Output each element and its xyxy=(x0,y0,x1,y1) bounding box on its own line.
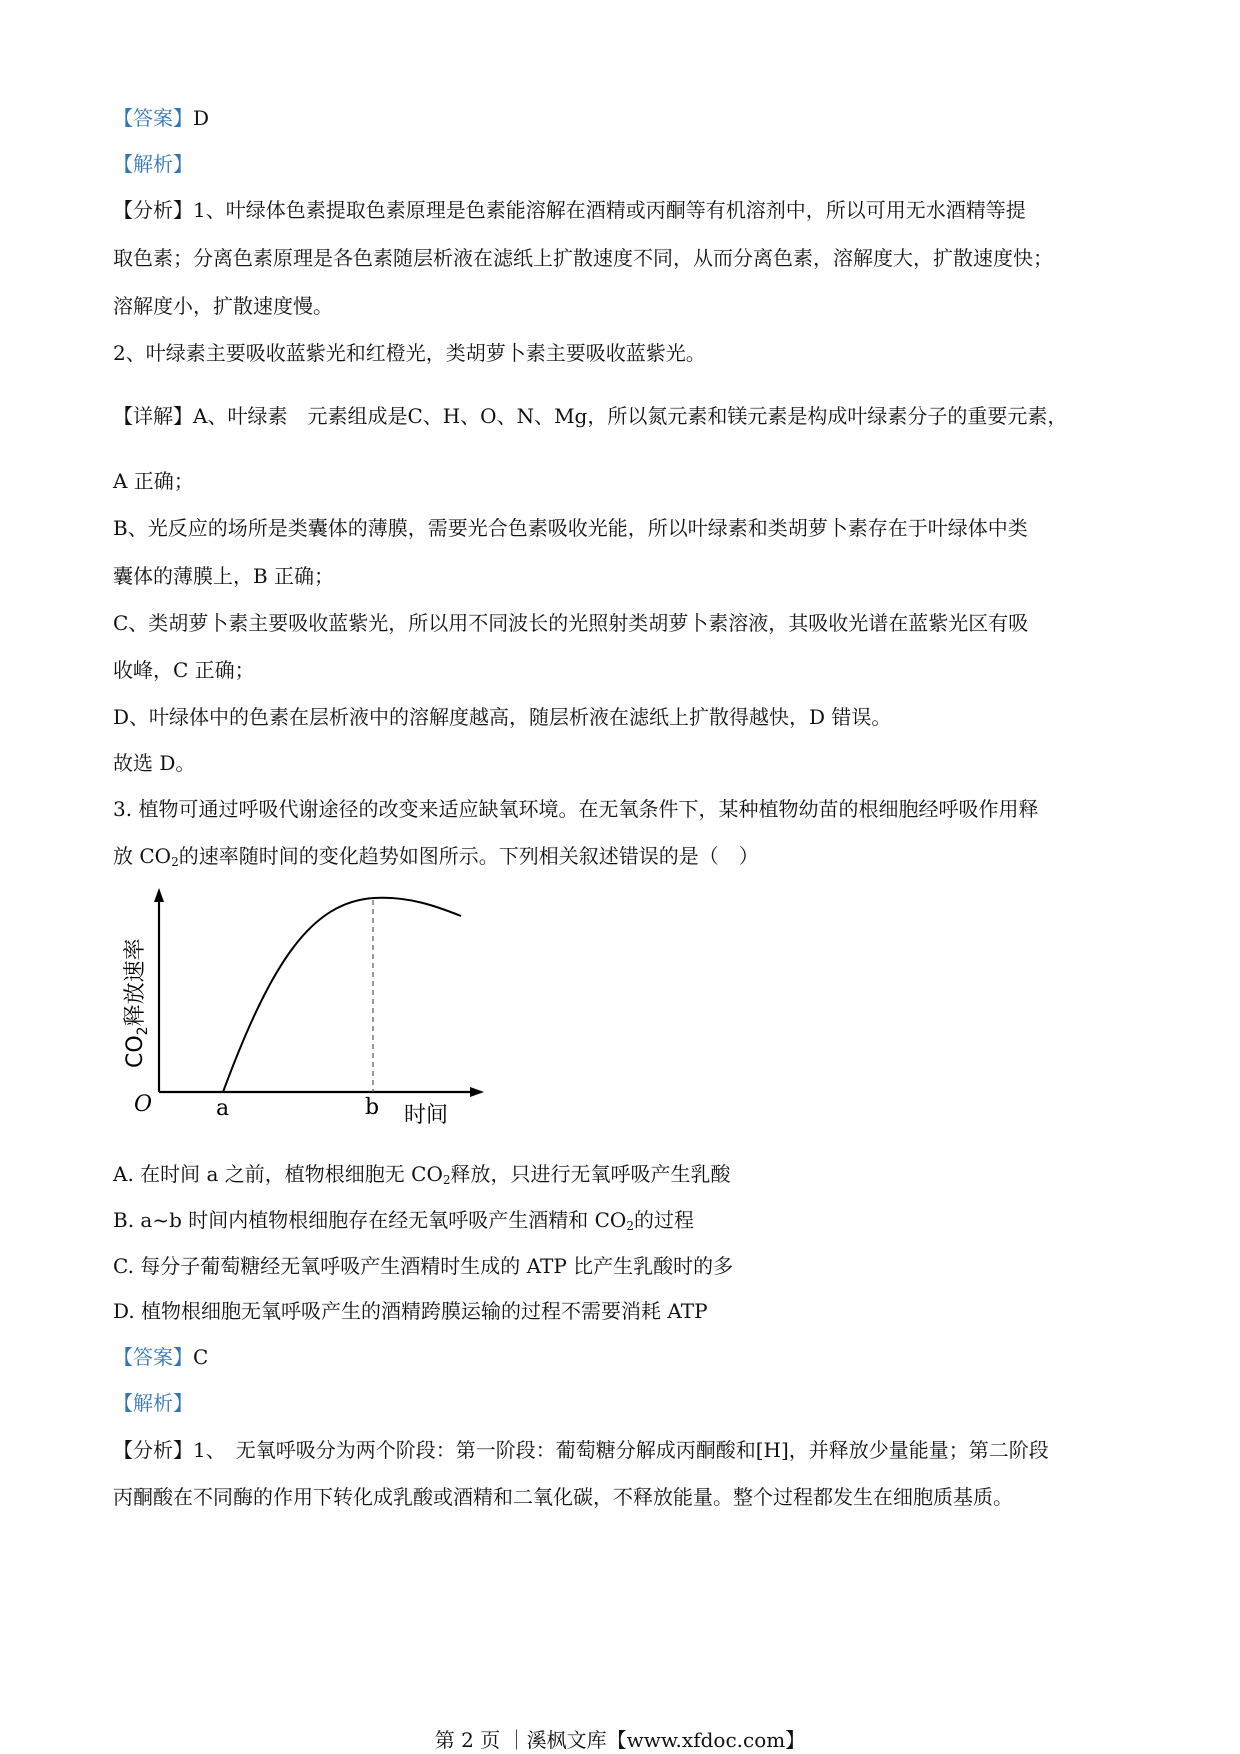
detail-tag: 【详解】 xyxy=(113,404,193,428)
y-axis-label xyxy=(123,938,151,1068)
fenxi-tag: 【分析】 xyxy=(113,198,193,222)
answer-tag: 【答案】 xyxy=(113,1345,193,1369)
option-c: C. 每分子葡萄糖经无氧呼吸产生酒精时生成的 ATP 比产生乳酸时的多 xyxy=(113,1254,734,1278)
origin-label: O xyxy=(134,1092,153,1117)
detail-line-b1: B、光反应的场所是类囊体的薄膜，需要光合色素吸收光能，所以叶绿素和类胡萝卜素存在于叶绿体中类 xyxy=(113,516,1028,540)
y-label-post: 释放速率 xyxy=(123,938,148,1027)
q3-analysis-tag: 【解析】 xyxy=(113,1391,193,1415)
rate-curve xyxy=(223,898,461,1092)
detail-text: A、叶绿素 元素组成是C、H、O、N、Mg，所以氮元素和镁元素是构成叶绿素分子的重要元素， xyxy=(193,404,1068,428)
option-text: B. a~b 时间内植物根细胞存在经无氧呼吸产生酒精和 CO xyxy=(113,1208,627,1232)
detail-line-c1: C、类胡萝卜素主要吸收蓝紫光，所以用不同波长的光照射类胡萝卜素溶液，其吸收光谱在蓝紫光区有吸 xyxy=(113,611,1029,635)
answer-line xyxy=(113,104,209,132)
fenxi-line-3: 溶解度小，扩散速度慢。 xyxy=(113,294,333,318)
q3-stem-2 xyxy=(113,842,759,870)
y-axis-arrow xyxy=(154,888,164,902)
tick-a-label: a xyxy=(216,1096,230,1121)
page-footer: 第 2 页 ｜溪枫文库【www.xfdoc.com】 xyxy=(434,1728,806,1752)
option-b xyxy=(113,1206,694,1234)
fenxi-text: 1、叶绿体色素提取色素原理是色素能溶解在酒精或丙酮等有机溶剂中，所以可用无水酒精等提 xyxy=(193,198,1026,222)
answer-value: C xyxy=(193,1345,209,1369)
tick-b-label: b xyxy=(365,1095,380,1120)
subscript: 2 xyxy=(626,1219,634,1233)
q3-fenxi-line-2: 丙酮酸在不同酶的作用下转化成乳酸或酒精和二氧化碳，不释放能量。整个过程都发生在细胞质基质。 xyxy=(113,1485,1013,1509)
x-axis-arrow xyxy=(470,1087,484,1097)
detail-line-d: D、叶绿体中的色素在层析液中的溶解度越高，随层析液在滤纸上扩散得越快，D 错误。 xyxy=(113,705,892,729)
y-label-sub: 2 xyxy=(135,1026,151,1036)
detail-line-b2: 囊体的薄膜上，B 正确； xyxy=(113,564,335,588)
fenxi-line-1 xyxy=(113,196,1026,224)
figure-svg xyxy=(112,880,492,1140)
y-label-pre: CO xyxy=(123,1035,148,1068)
subscript: 2 xyxy=(442,1173,451,1187)
fenxi-line-2: 取色素；分离色素原理是各色素随层析液在滤纸上扩散速度不同，从而分离色素，溶解度大，扩散速度快； xyxy=(113,246,1053,270)
detail-line-c2: 收峰，C 正确； xyxy=(113,658,255,682)
detail-line-a1 xyxy=(113,402,1067,430)
answer-tag: 【答案】 xyxy=(113,106,193,130)
q3-fenxi-line-1 xyxy=(113,1436,1049,1464)
subscript: 2 xyxy=(171,855,179,869)
detail-line-a2: A 正确； xyxy=(113,469,194,493)
fenxi-tag: 【分析】 xyxy=(113,1438,193,1462)
option-d: D. 植物根细胞无氧呼吸产生的酒精跨膜运输的过程不需要消耗 ATP xyxy=(113,1299,708,1323)
stem-text: 放 CO xyxy=(113,844,172,868)
stem-text: 的速率随时间的变化趋势如图所示。下列相关叙述错误的是（ ） xyxy=(178,844,759,868)
option-text: 释放，只进行无氧呼吸产生乳酸 xyxy=(450,1162,731,1186)
choose-line: 故选 D。 xyxy=(113,751,196,775)
fenxi-text: 1、 无氧呼吸分为两个阶段：第一阶段：葡萄糖分解成丙酮酸和[H]，并释放少量能量；第二阶段 xyxy=(193,1438,1049,1462)
answer-value: D xyxy=(193,106,210,130)
option-text: A. 在时间 a 之前，植物根细胞无 CO xyxy=(113,1162,443,1186)
q3-stem-1: 3. 植物可通过呼吸代谢途径的改变来适应缺氧环境。在无氧条件下，某种植物幼苗的根细胞经呼吸作用释 xyxy=(113,797,1039,821)
option-text: 的过程 xyxy=(633,1208,694,1232)
analysis-tag: 【解析】 xyxy=(113,152,193,176)
x-axis-label: 时间 xyxy=(404,1103,449,1128)
option-a xyxy=(113,1160,731,1188)
fenxi-line-4: 2、叶绿素主要吸收蓝紫光和红橙光，类胡萝卜素主要吸收蓝紫光。 xyxy=(113,341,706,365)
q3-answer-line xyxy=(113,1343,208,1371)
co2-rate-figure xyxy=(112,880,492,1140)
